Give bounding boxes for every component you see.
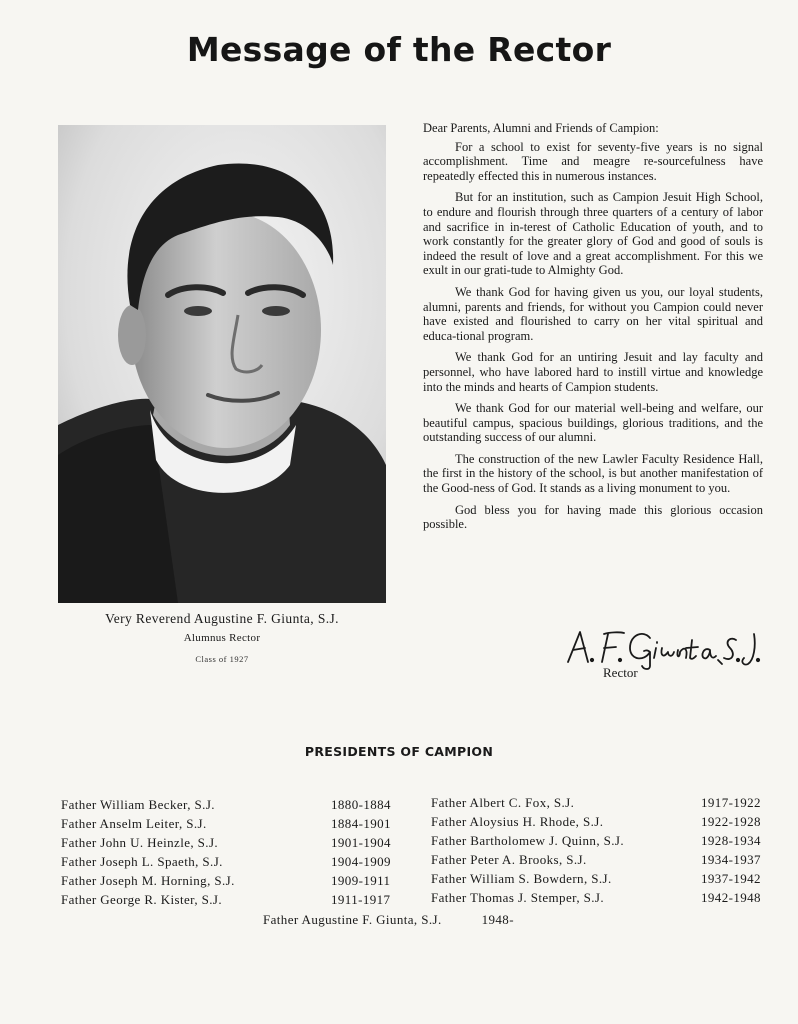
president-name: Father John U. Heinzle, S.J. [61,835,219,850]
president-name: Father George R. Kister, S.J. [61,892,223,907]
president-name: Father Joseph L. Spaeth, S.J. [61,854,223,869]
president-years: 1911-1917 [331,892,391,907]
page-title: Message of the Rector [186,30,612,69]
president-years: 1884-1901 [331,816,391,831]
president-name: Father Peter A. Brooks, S.J. [431,852,587,867]
president-years: 1942-1948 [701,890,761,905]
rector-letter [423,121,763,539]
president-years: 1934-1937 [701,852,761,867]
president-years: 1880-1884 [331,797,391,812]
president-name: Father Bartholomew J. Quinn, S.J. [431,833,625,848]
president-name: Father Aloysius H. Rhode, S.J. [431,814,604,829]
president-years: 1917-1922 [701,795,761,810]
letter-salutation: Dear Parents, Alumni and Friends of Campion: [423,121,659,135]
president-years: 1909-1911 [331,873,391,888]
letter-paragraph: We thank God for an untiring Jesuit and lay faculty and personnel, who have labored hard to instill virtue and knowledge into the minds and hearts of Campion students. [423,350,763,394]
president-name: Father Joseph M. Horning, S.J. [61,873,235,888]
president-years: 1928-1934 [701,833,761,848]
letter-paragraph: The construction of the new Lawler Faculty Residence Hall, the first in the history of the school, is but another manifestation of the Good-ness of God. It stands as a living monument to you. [423,451,763,496]
letter-paragraph: But for an institution, such as Campion Jesuit High School, to endure and flourish through three quarters of a century of labor and sacrifice in in-terest of Catholic Education of youth, and to work constantly for the greater glory of God and good of souls is indeed the result of love and a great accomplishment. For this we exult in our grati-tude to Almighty God. [423,190,763,278]
president-name: Father William Becker, S.J. [61,797,215,812]
handwritten-signature [564,626,764,670]
president-years: 1922-1928 [701,814,761,829]
photo-caption-name: Very Reverend Augustine F. Giunta, S.J. [105,611,339,626]
president-name: Father Anselm Leiter, S.J. [61,816,207,831]
photo-caption-class: Class of 1927 [195,654,249,664]
president-name: Father Thomas J. Stemper, S.J. [431,890,605,905]
president-name: Father Augustine F. Giunta, S.J. [263,912,442,927]
letter-paragraph: God bless you for having made this glorious occasion possible. [423,502,763,532]
letter-paragraph: For a school to exist for seventy-five years is no signal accomplishment. Time and meagre re-sourcefulness have repeatedly effected this in numerous instances. [423,139,763,183]
president-years: 1901-1904 [331,835,391,850]
letter-paragraph: We thank God for having given us you, our loyal students, alumni, parents and friends, for without you Campion could never have existed and flourished to carry on her vital spiritual and educa-tional program. [423,284,763,343]
president-years: 1948- [481,912,514,927]
president-years: 1904-1909 [331,854,391,869]
signer-title: Rector [603,665,638,680]
photo-caption-role: Alumnus Rector [183,632,261,644]
presidents-heading: PRESIDENTS OF CAMPION [304,744,494,759]
president-years: 1937-1942 [701,871,761,886]
letter-paragraph: We thank God for our material well-being and welfare, our beautiful campus, spacious buildings, glorious traditions, and the outstanding success of our alumni. [423,401,763,445]
president-name: Father William S. Bowdern, S.J. [431,871,612,886]
rector-portrait-photo [58,125,386,603]
current-president [263,912,514,928]
president-name: Father Albert C. Fox, S.J. [431,795,575,810]
